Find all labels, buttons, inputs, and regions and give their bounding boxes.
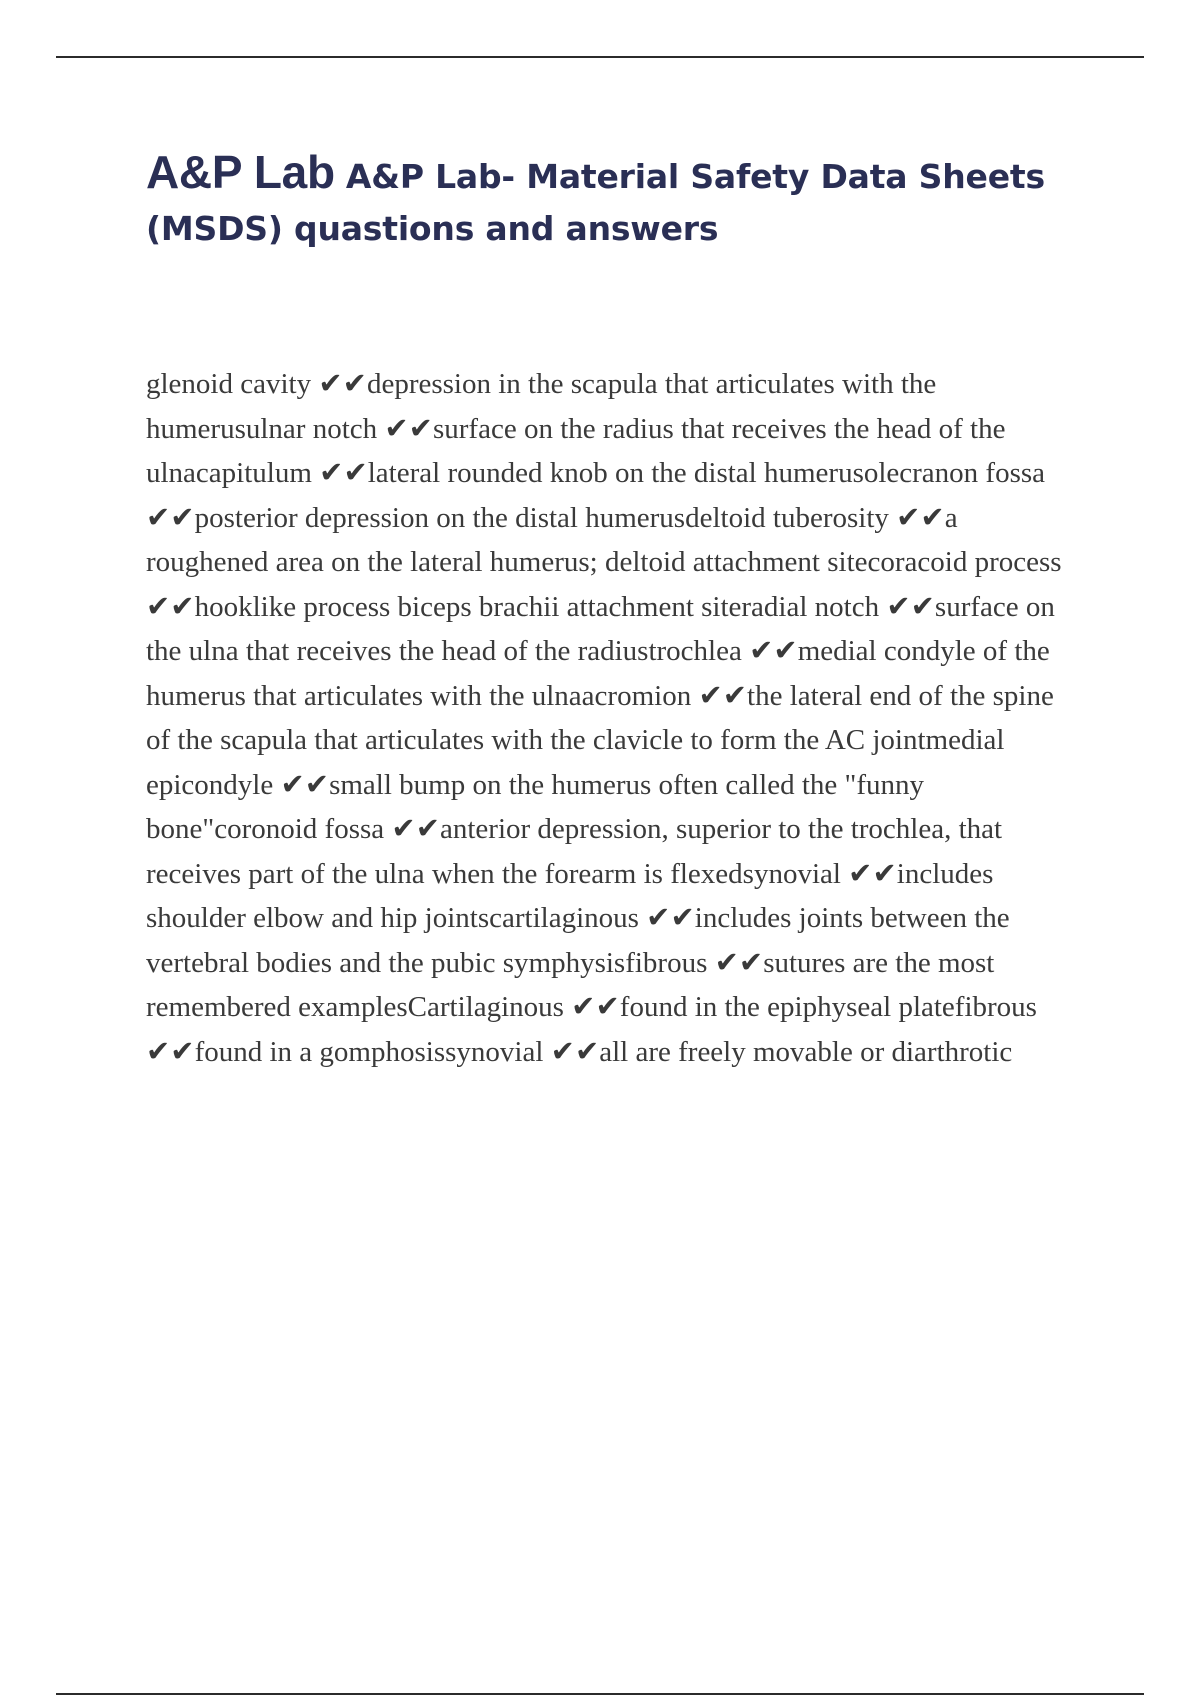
document-title — [146, 146, 1066, 255]
title-course-label: A&P Lab — [146, 146, 335, 198]
top-divider — [56, 56, 1144, 58]
title-main-text: A&P Lab- Material Safety Data Sheets (MSDS) quastions and answers — [146, 157, 1045, 248]
bottom-divider — [56, 1693, 1144, 1695]
document-body-text: glenoid cavity ✔✔depression in the scapula that articulates with the humerusulnar notch ✔✔surface on the radius that receives the head of the ulnacapitulum ✔✔lateral rounded knob on the distal humerusolecranon fossa ✔✔posterior depression on the distal humerusdeltoid tuberosity ✔✔a roughened area on the lateral humerus; deltoid attachment sitecoracoid process ✔✔hooklike process biceps brachii attachment siteradial notch ✔✔surface on the ulna that receives the head of the radiustrochlea ✔✔medial condyle of the humerus that articulates with the ulnaacromion ✔✔the lateral end of the spine of the scapula that articulates with the clavicle to form the AC jointmedial epicondyle ✔✔small bump on the humerus often called the "funny bone"coronoid fossa ✔✔anterior depression, superior to the trochlea, that receives part of the ulna when the forearm is flexedsynovial ✔✔includes shoulder elbow and hip jointscartilaginous ✔✔includes joints between the vertebral bodies and the pubic symphysisfibrous ✔✔sutures are the most remembered examplesCartilaginous ✔✔found in the epiphyseal platefibrous ✔✔found in a gomphosissynovial ✔✔all are freely movable or diarthrotic — [146, 368, 1062, 1068]
